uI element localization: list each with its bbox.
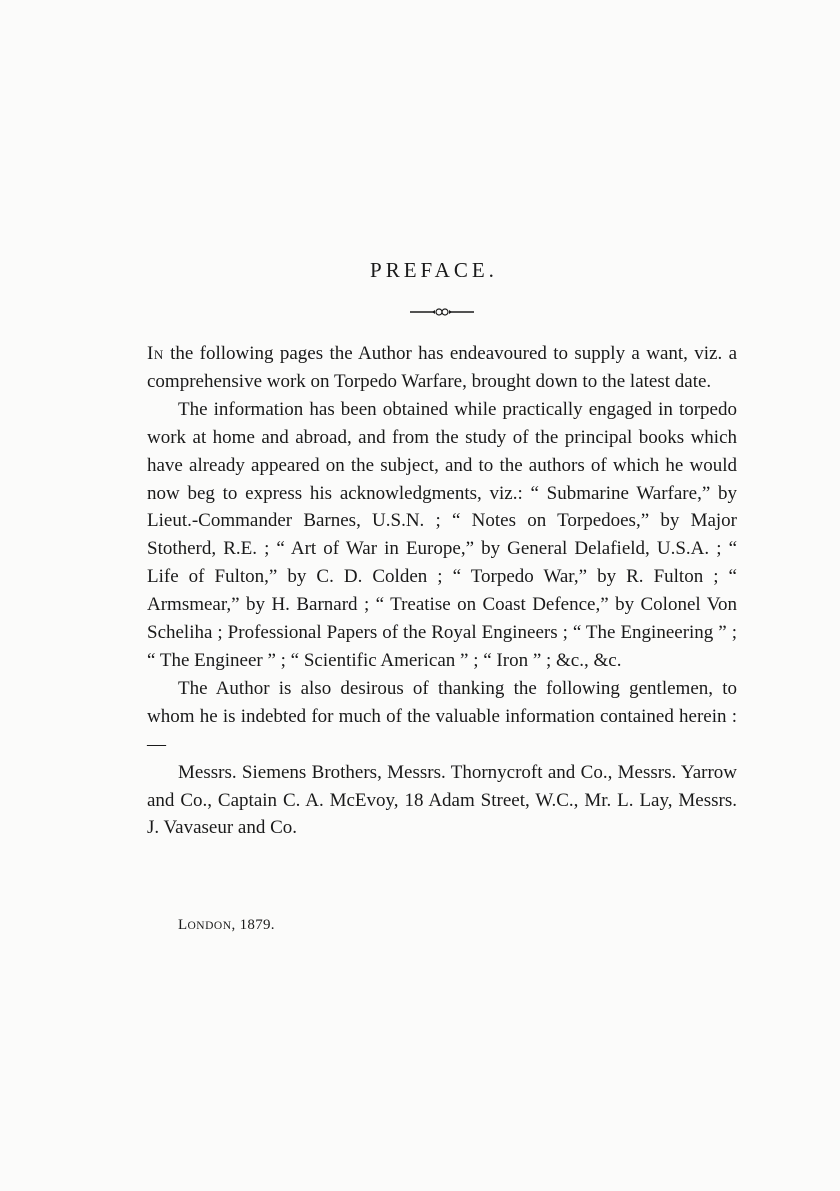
paragraph-gentlemen: Messrs. Siemens Brothers, Messrs. Thornycroft and Co., Messrs. Yarrow and Co., Captain C. A. McEvoy, 18 Adam Street, W.C., Mr. L. Lay, Messrs. J. Vavaseur and Co. [147, 761, 737, 839]
paragraph-thanks: The Author is also desirous of thanking the following gentlemen, to whom he is indebted for much of the valuable information contained herein :— [147, 677, 737, 755]
paragraph-dropcap: In [147, 343, 164, 364]
signature-year: , 1879. [231, 917, 275, 933]
signature-place-rest: ONDON [187, 920, 232, 932]
paragraph-intro-text: the following pages the Author has endeavoured to supply a want, viz. a comprehensive work on Torpedo Warfare, brought down to the latest date. [147, 343, 738, 392]
divider-ornament [410, 306, 474, 318]
paragraph-sources: The information has been obtained while practically engaged in torpedo work at home and abroad, and from the study of the principal books which have already appeared on the subject, and to the authors of which he would now beg to express his acknowledgments, viz.: “ Submarine Warfare,” by Lieut.-Commander Barnes, U.S.N. ; “ Notes on Torpedoes,” by Major Stotherd, R.E. ; “ Art of War in Europe,” by General Delafield, U.S.A. ; “ Life of Fulton,” by C. D. Colden ; “ Torpedo War,” by R. Fulton ; “ Armsmear,” by H. Barnard ; “ Treatise on Coast Defence,” by Colonel Von Scheliha ; Professional Papers of the Royal Engineers ; “ The Engineering ” ; “ The Engineer ” ; “ Scientific American ” ; “ Iron ” ; &c., &c. [147, 398, 737, 671]
paragraph-intro [147, 340, 737, 396]
preface-body [147, 340, 737, 842]
page-title: PREFACE. [370, 258, 498, 282]
signature-place-initial: L [178, 917, 188, 933]
place-date-signature [178, 917, 275, 934]
